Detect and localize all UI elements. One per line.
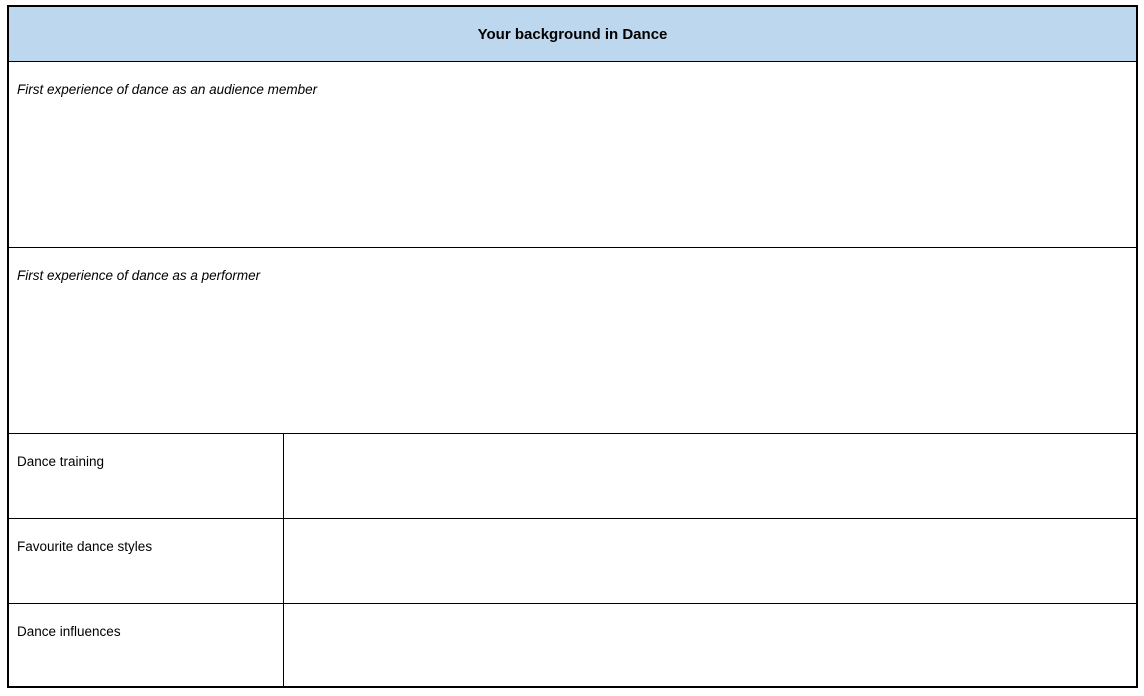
dance-influences-label: Dance influences xyxy=(17,624,121,639)
dance-training-label: Dance training xyxy=(17,454,105,469)
dance-influences-row xyxy=(9,604,1136,686)
favourite-styles-row xyxy=(9,519,1136,604)
favourite-styles-field[interactable] xyxy=(284,519,1136,603)
audience-experience-field[interactable] xyxy=(9,62,1136,248)
dance-influences-label-cell xyxy=(9,604,284,686)
dance-background-form xyxy=(7,5,1138,688)
audience-experience-label: First experience of dance as an audience member xyxy=(17,82,318,97)
favourite-styles-label: Favourite dance styles xyxy=(17,539,153,554)
dance-training-row xyxy=(9,434,1136,519)
form-title: Your background in Dance xyxy=(477,25,668,43)
favourite-styles-label-cell xyxy=(9,519,284,603)
performer-experience-label: First experience of dance as a performer xyxy=(17,268,261,283)
dance-influences-field[interactable] xyxy=(284,604,1136,686)
form-header xyxy=(9,7,1136,62)
performer-experience-field[interactable] xyxy=(9,248,1136,434)
dance-training-field[interactable] xyxy=(284,434,1136,518)
dance-training-label-cell xyxy=(9,434,284,518)
